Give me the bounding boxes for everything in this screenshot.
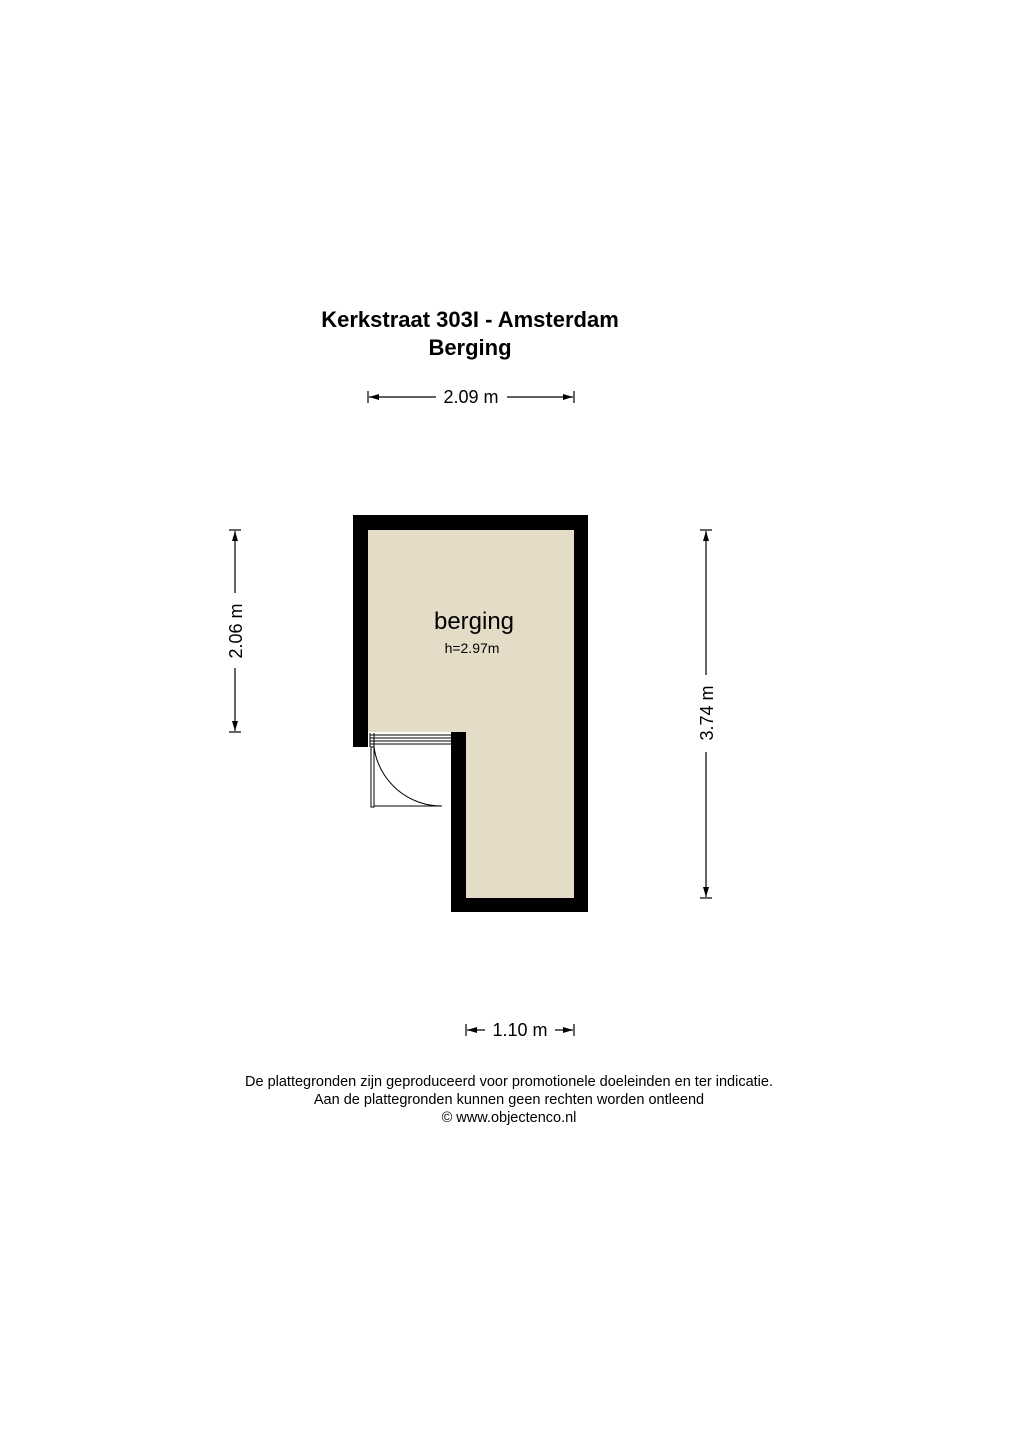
disclaimer [0,1073,1018,1127]
room-name: berging [433,608,515,635]
dimension-right-label: 3.74 m [697,685,717,741]
disclaimer-line-1: De plattegronden zijn geproduceerd voor promotionele doeleinden en ter indicatie. [245,1074,773,1090]
door [371,747,442,807]
room-floor [368,530,574,898]
dimension-top-label: 2.09 m [443,387,499,407]
room-height: h=2.97m [444,640,500,656]
plan-subtitle: Berging [428,335,512,360]
disclaimer-line-2: Aan de plattegronden kunnen geen rechten worden ontleend [313,1092,705,1108]
plan-title: Kerkstraat 303I - Amsterdam [321,307,619,332]
dimension-left-label: 2.06 m [226,603,246,659]
door-opening [368,732,451,747]
copyright-link[interactable]: © www.objectenco.nl [441,1110,577,1126]
dimension-bottom-label: 1.10 m [492,1020,548,1040]
